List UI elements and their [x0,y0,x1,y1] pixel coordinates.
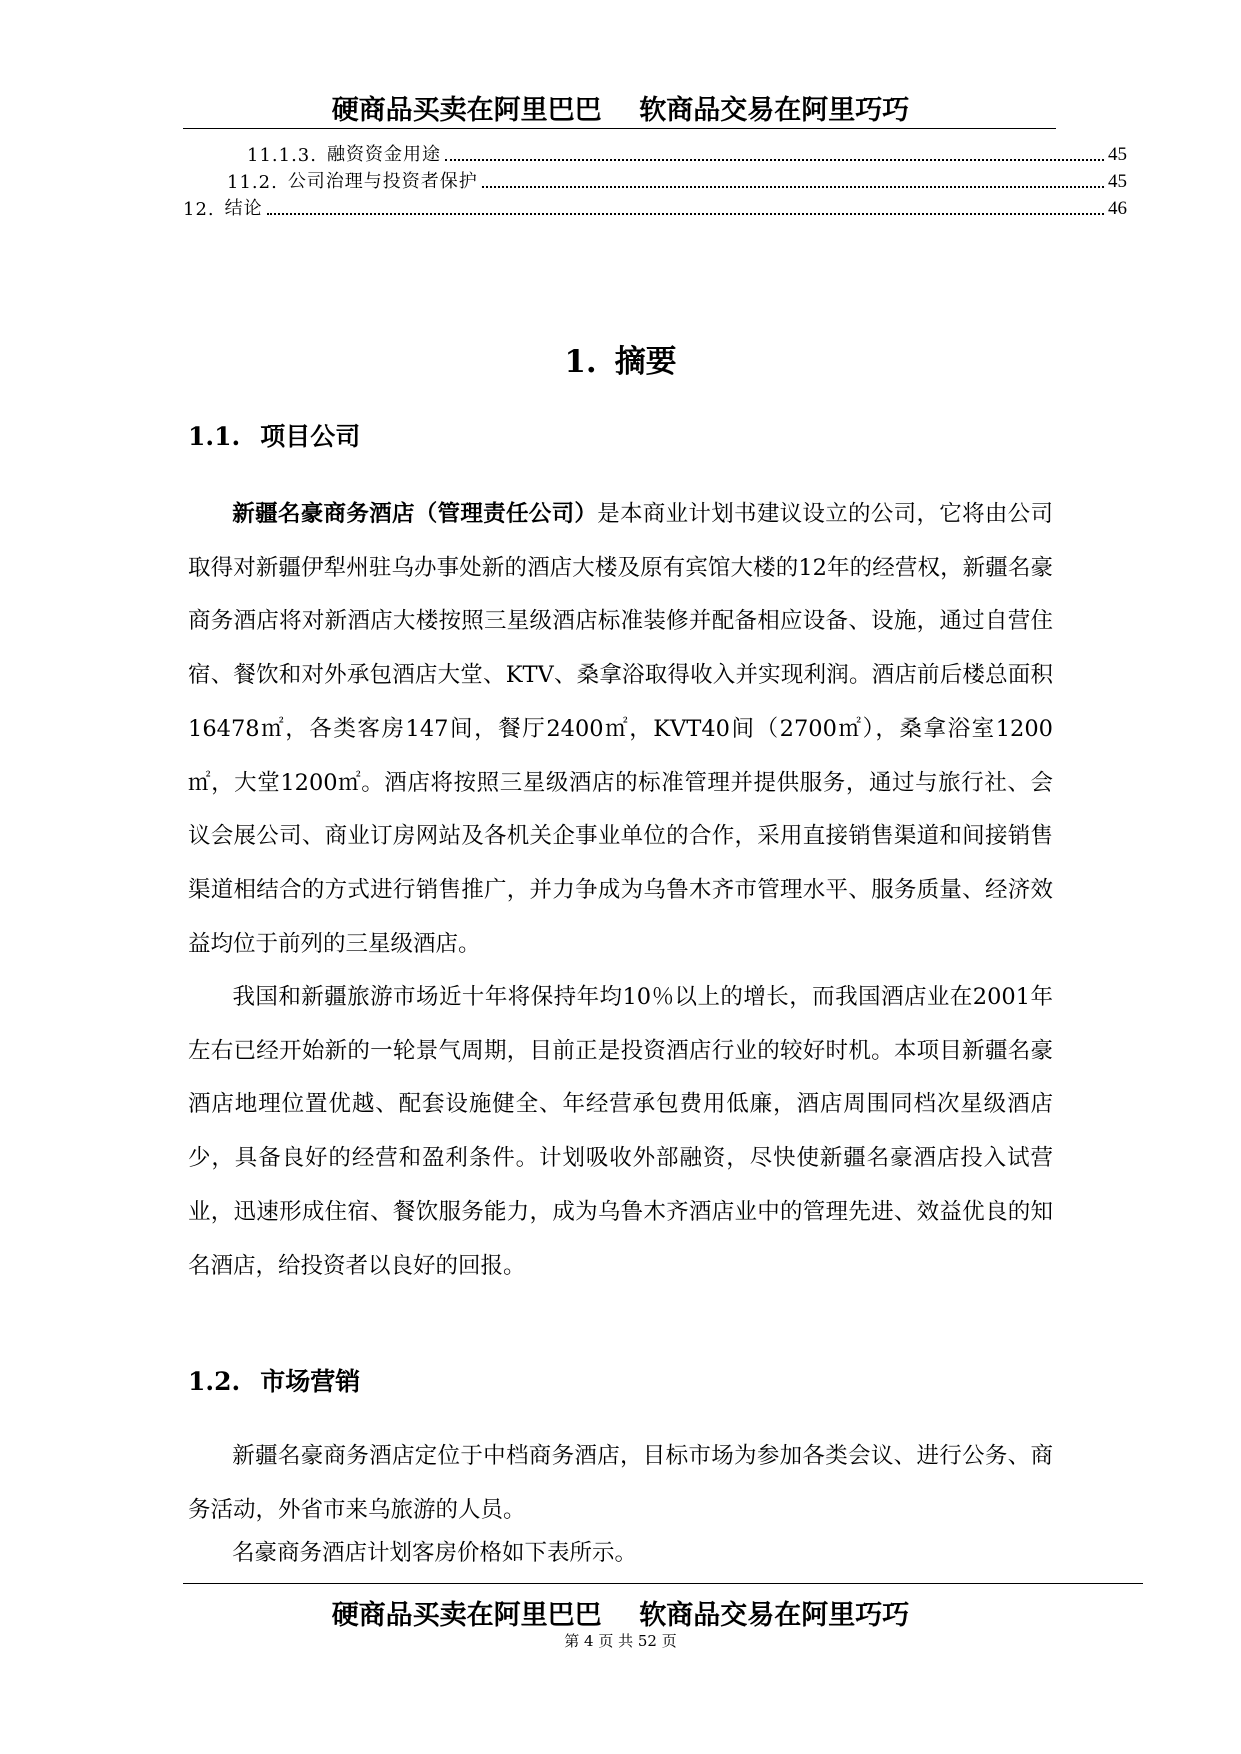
section-number: 1. [564,344,597,380]
subsection-title: 市场营销 [260,1367,361,1396]
section-title: 摘要 [614,344,677,380]
subsection-number: 1.2. [188,1367,241,1396]
toc-number: 11.2. [227,172,278,193]
paragraph-text: 是本商业计划书建议设立的公司，它将由公司取得对新疆伊犁州驻乌办事处新的酒店大楼及原有宾馆大楼的12年的经营权，新疆名豪商务酒店将对新酒店大楼按照三星级酒店标准装修并配备相应设备、设施，通过自营住宿、餐饮和对外承包酒店大堂、KTV、桑拿浴取得收入并实现利润。酒店前后楼总面积16478㎡，各类客房147间，餐厅2400㎡，KVT40间（2700㎡），桑拿浴室1200㎡，大堂1200㎡。酒店将按照三星级酒店的标准管理并提供服务，通过与旅行社、会议会展公司、商业订房网站及各机关企事业单位的合作，采用直接销售渠道和间接销售渠道相结合的方式进行销售推广，并力争成为乌鲁木齐市管理水平、服务质量、经济效益均位于前列的三星级酒店。 [188,501,1053,957]
paragraph-text: 我国和新疆旅游市场近十年将保持年均10％以上的增长，而我国酒店业在2001年左右已经开始新的一轮景气周期，目前正是投资酒店行业的较好时机。本项目新疆名豪酒店地理位置优越、配套设施健全、年经营承包费用低廉，酒店周围同档次星级酒店少，具备良好的经营和盈利条件。计划吸收外部融资，尽快使新疆名豪酒店投入试营业，迅速形成住宿、餐饮服务能力，成为乌鲁木齐酒店业中的管理先进、效益优良的知名酒店，给投资者以良好的回报。 [188,984,1053,1279]
page-number: 第 4 页 共 52 页 [564,1632,677,1650]
footer-slogan: 硬商品买卖在阿里巴巴 软商品交易在阿里巧巧 [331,1600,910,1631]
paragraph-company-intro [188,488,1053,971]
toc-leader [482,186,1104,188]
subsection-heading-1-2 [188,1362,360,1398]
paragraph-text: 新疆名豪商务酒店定位于中档商务酒店，目标市场为参加各类会议、进行公务、商务活动，外省市来乌旅游的人员。 [188,1443,1053,1523]
toc-number: 12. [183,199,215,220]
paragraph-text: 名豪商务酒店计划客房价格如下表所示。 [232,1540,638,1566]
subsection-heading-1-1 [188,417,360,453]
company-name-bold: 新疆名豪商务酒店（管理责任公司） [232,501,598,527]
toc-label: 公司治理与投资者保护 [287,171,478,192]
toc-label: 结论 [224,198,263,219]
footer-divider [183,1583,1143,1584]
toc-label: 融资资金用途 [326,144,441,165]
paragraph-market-outlook [188,971,1053,1293]
toc-entry[interactable] [183,167,1127,193]
toc-page-number: 46 [1108,198,1127,219]
section-heading-1 [0,336,1241,381]
toc-page-number: 45 [1108,144,1127,165]
toc-leader [267,213,1104,215]
subsection-number: 1.1. [188,422,241,451]
header-slogan: 硬商品买卖在阿里巴巴 软商品交易在阿里巧巧 [331,95,910,126]
paragraph-price-intro [188,1527,1053,1581]
toc-page-number: 45 [1108,171,1127,192]
toc-entry[interactable] [183,140,1127,166]
toc-entry[interactable] [183,194,1127,220]
toc-number: 11.1.3. [247,145,317,166]
paragraph-positioning [188,1430,1053,1537]
toc-leader [445,159,1104,161]
header-divider [183,128,1056,129]
subsection-title: 项目公司 [260,422,361,451]
